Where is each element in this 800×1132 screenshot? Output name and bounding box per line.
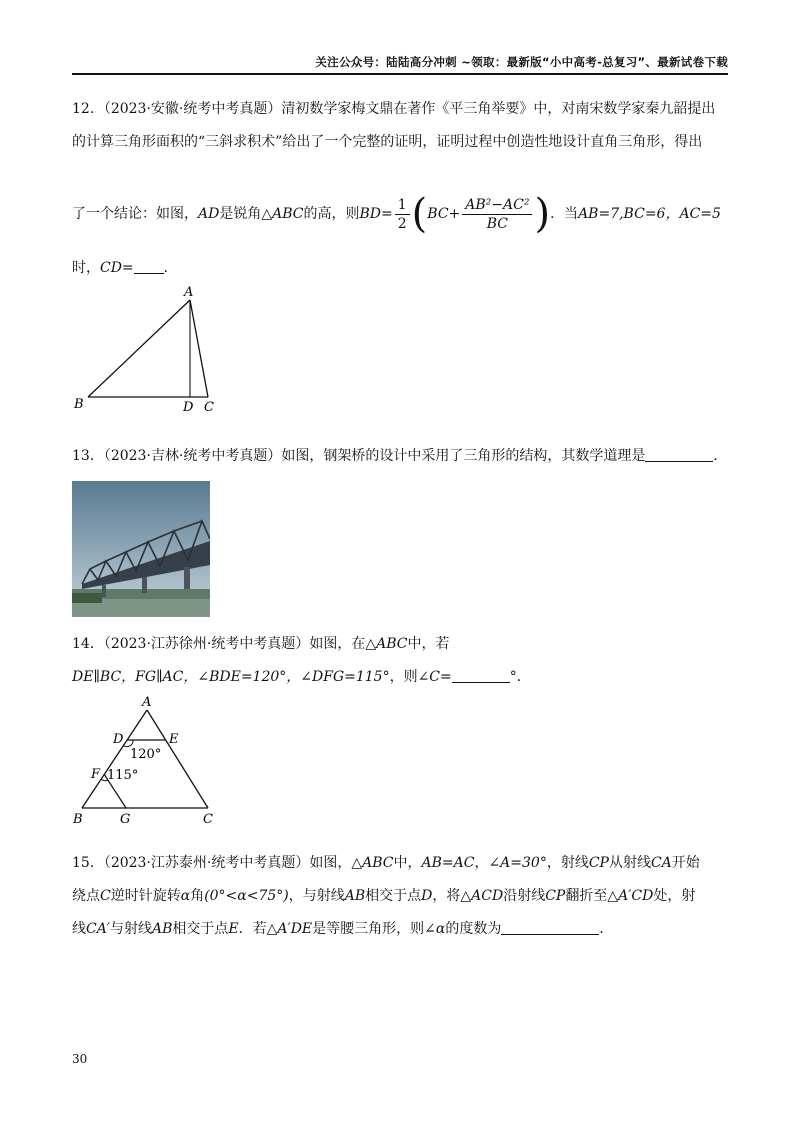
q12-half-fraction <box>395 196 410 233</box>
q12-label-A: A <box>184 285 194 300</box>
q15-text-r: 相交于点 <box>172 921 229 937</box>
q15-line2 <box>72 886 695 906</box>
header-rule <box>72 73 728 75</box>
q12-text-b: 是锐角 <box>219 206 262 222</box>
q15-line1 <box>72 853 700 873</box>
q14-text-b: 中，若 <box>407 636 450 652</box>
q15-ray-CP-2: CP <box>545 888 566 904</box>
q15-text-j: ，与射线 <box>288 888 345 904</box>
q15-triangle-ACD: △ACD <box>460 888 504 904</box>
q15-triangle-A1DE: △A′DE <box>266 921 313 937</box>
q14-line1 <box>72 634 449 654</box>
q12-side-AB <box>88 300 190 397</box>
q15-text-q: 与射线 <box>110 921 153 937</box>
q12-text-d: ．当 <box>550 206 579 222</box>
q14-answer-blank[interactable] <box>452 668 510 683</box>
q15-text-t: 是等腰三角形，则 <box>312 921 425 937</box>
q12-AD: AD <box>198 206 220 222</box>
q15-ray-AB-2: AB <box>152 921 173 937</box>
q15-text-a: 15．（2023·江苏泰州·统考中考真题）如图， <box>72 855 352 871</box>
q15-text-d: ，射线 <box>546 855 589 871</box>
q14-triangle-ABC: △ABC <box>365 636 408 652</box>
q13-answer-blank[interactable] <box>645 447 713 462</box>
q15-range: (0°<α<75°) <box>204 888 289 904</box>
q14-angle-label-120: 120° <box>130 747 162 762</box>
q15-point-D: D <box>421 888 433 904</box>
q13-line <box>72 446 727 466</box>
q15-text-f: 开始 <box>671 855 700 871</box>
q12-text-when: 时， <box>72 260 100 276</box>
q12-label-B: B <box>74 397 84 412</box>
q15-line3 <box>72 919 613 939</box>
q12-label-D: D <box>183 400 194 415</box>
q12-BC-plus: BC+ <box>427 206 461 222</box>
q14-triangle-figure <box>70 692 230 828</box>
q15-text-e: 从射线 <box>608 855 651 871</box>
q12-half-num: 1 <box>395 196 410 215</box>
q15-text-p: 线 <box>72 921 86 937</box>
q14-line2 <box>72 667 531 687</box>
q12-text-end: ． <box>163 260 178 276</box>
q15-point-C: C <box>100 888 111 904</box>
q15-point-E: E <box>228 921 239 937</box>
q12-line2: 的计算三角形面积的“三斜求积术”给出了一个完整的证明，证明过程中创造性地设计直角三角形，得出 <box>72 134 703 150</box>
q15-ray-AB: AB <box>344 888 366 904</box>
q15-text-b: 中， <box>393 855 422 871</box>
q12-line1: 12．（2023·安徽·统考中考真题）清初数学家梅文鼎在著作《平三角举要》中，对南宋数学家秦九韶提出 <box>72 101 716 117</box>
q13-end: ． <box>713 448 728 464</box>
q15-angle-alpha: ∠α <box>424 921 446 937</box>
q12-main-fraction <box>462 196 532 233</box>
q14-text-then: ，则 <box>389 669 418 685</box>
q14-text-a: 14．（2023·江苏徐州·统考中考真题）如图，在 <box>72 636 366 652</box>
q14-label-G: G <box>120 812 131 827</box>
q14-label-B: B <box>73 812 83 827</box>
q15-ray-CP: CP <box>588 855 609 871</box>
q14-angle-label-115: 115° <box>107 768 139 783</box>
q15-text-n: 翻折至 <box>565 888 608 904</box>
q15-end: ． <box>599 921 614 937</box>
q12-left-paren: ( <box>411 191 428 237</box>
q14-angle-C: ∠C= <box>417 669 452 685</box>
q14-conditions: DE∥BC，FG∥AC，∠BDE=120°，∠DFG=115° <box>72 669 390 685</box>
q15-text-c: ， <box>474 855 489 871</box>
q15-ray-CA1: CA′ <box>86 921 111 937</box>
q15-text-s: ．若 <box>238 921 267 937</box>
q12-AC-value: ，AC=5 <box>665 206 721 222</box>
q12-frac-den: BC <box>486 215 508 232</box>
q14-label-C: C <box>203 812 213 827</box>
q12-triangle-ABC: △ABC <box>261 206 304 222</box>
q15-triangle-A1CD: △A′CD <box>607 888 654 904</box>
q15-angle-A: ∠A=30° <box>488 855 547 871</box>
q12-text-c: 的高，则 <box>303 206 360 222</box>
q13-text: 13．（2023·吉林·统考中考真题）如图，钢架桥的设计中采用了三角形的结构，其数学道理是 <box>72 448 646 464</box>
q15-eq-AB-AC: AB=AC <box>421 855 475 871</box>
q15-text-l: ，将 <box>432 888 461 904</box>
q12-CD-eq: CD= <box>100 260 134 276</box>
q12-half-den: 2 <box>397 215 407 232</box>
q12-label-C: C <box>204 400 214 415</box>
q12-side-AC <box>190 300 208 397</box>
q15-ray-CA: CA <box>650 855 672 871</box>
bridge-photo-drawing <box>72 481 210 617</box>
q14-label-F: F <box>91 767 101 782</box>
q14-text-end: °． <box>509 669 531 685</box>
q12-right-paren: ) <box>534 191 551 237</box>
q15-triangle-ABC: △ABC <box>351 855 394 871</box>
q15-text-g: 绕点 <box>72 888 100 904</box>
q12-triangle-figure <box>70 280 230 418</box>
page-header: 关注公众号：陆陆高分冲刺 ~领取：最新版“小中高考-总复习”、最新试卷下载 <box>315 55 728 69</box>
q15-alpha: α <box>180 888 191 904</box>
q14-label-D: D <box>113 732 124 747</box>
page-number: 30 <box>72 1052 88 1066</box>
q15-text-o: 处，射 <box>653 888 696 904</box>
q12-answer-blank[interactable] <box>134 259 164 274</box>
q14-label-E: E <box>169 732 179 747</box>
q14-label-A: A <box>142 695 152 710</box>
q15-text-m: 沿射线 <box>503 888 546 904</box>
q12-frac-num: AB²−AC² <box>462 196 532 215</box>
q12-BC-value: ,BC=6 <box>619 206 666 222</box>
q12-line3 <box>72 186 721 242</box>
q15-text-h: 逆时针旋转 <box>110 888 181 904</box>
q15-answer-blank[interactable] <box>501 920 599 935</box>
q15-text-k: 相交于点 <box>365 888 422 904</box>
q12-line4 <box>72 258 178 278</box>
q12-BD-eq: BD= <box>359 206 393 222</box>
q12-text-a: 了一个结论：如图， <box>72 206 198 222</box>
q15-text-u: 的度数为 <box>445 921 502 937</box>
bridge-photo <box>72 481 210 617</box>
q12-AB-value: AB=7 <box>578 206 620 222</box>
q15-text-i: 角 <box>190 888 205 904</box>
